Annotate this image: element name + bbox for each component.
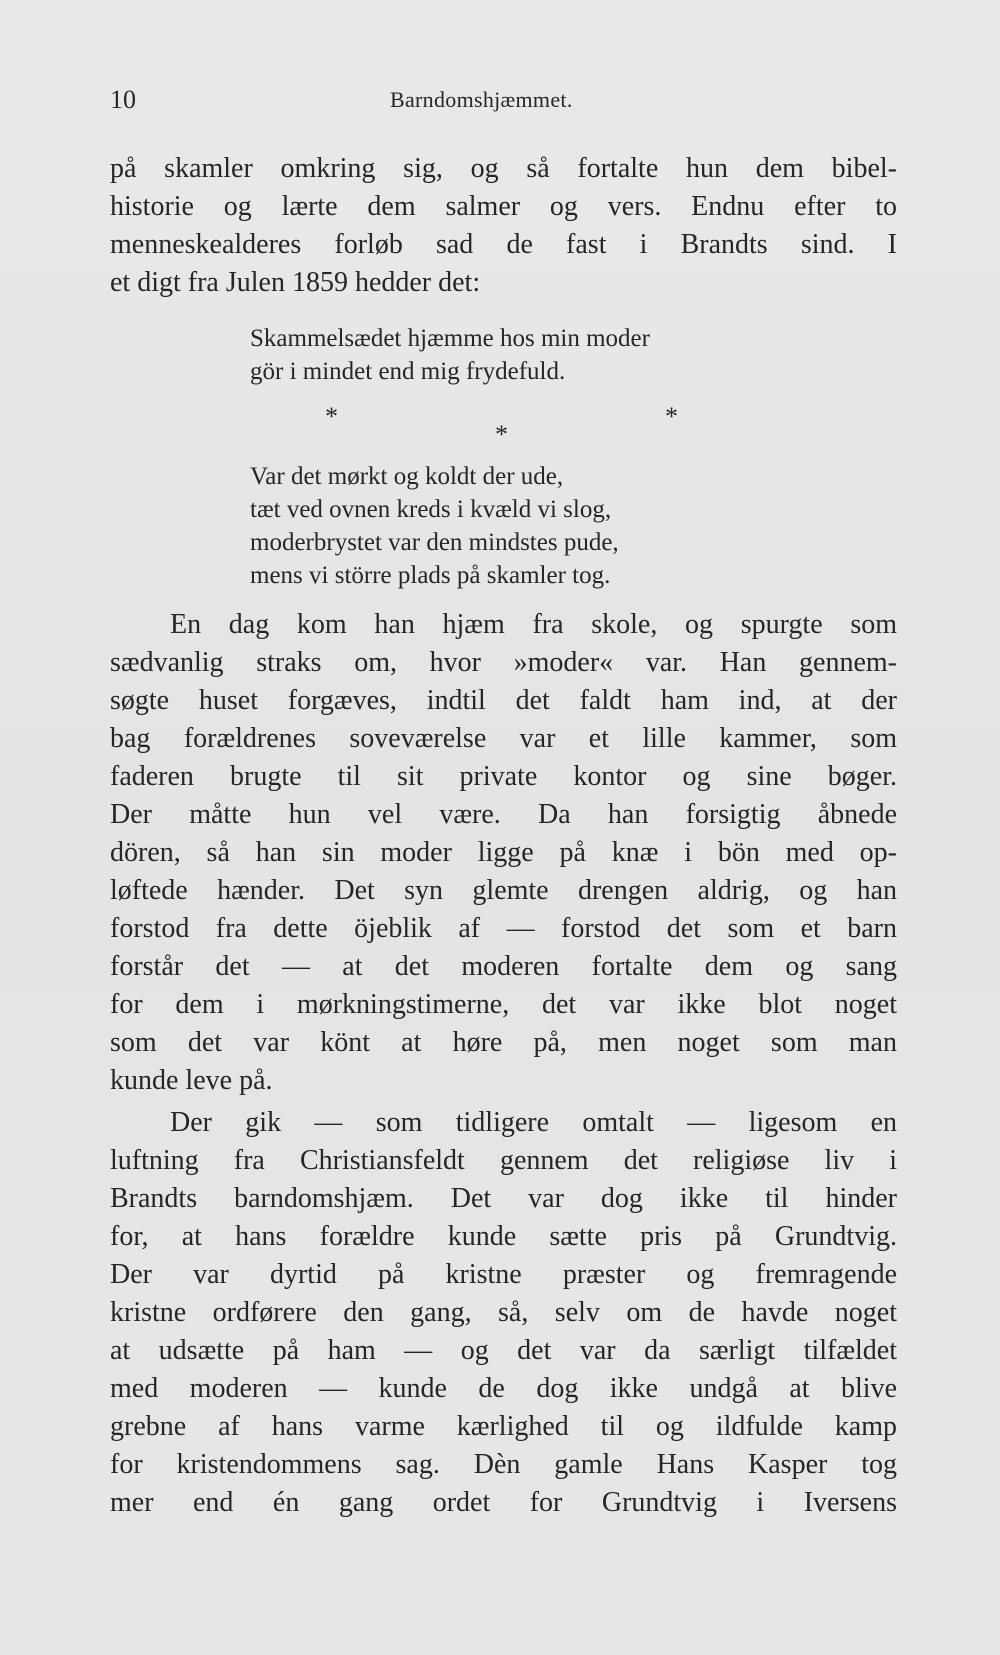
text-line: på skamler omkring sig, og så fortalte hun dem bibel- — [110, 153, 897, 184]
text-line: historie og lærte dem salmer og vers. Endnu efter to — [110, 191, 897, 222]
text-line: bag forældrenes soveværelse var et lille kammer, som — [110, 723, 897, 754]
verse-line: Var det mørkt og koldt der ude, — [250, 463, 564, 490]
text-line: Der måtte hun vel være. Da han forsigtig åbnede — [110, 799, 897, 830]
text-line: mer end én gang ordet for Grundtvig i Iversens — [110, 1487, 897, 1518]
verse-line: mens vi större plads på skamler tog. — [250, 562, 611, 589]
text-line: kunde leve på. — [110, 1065, 273, 1096]
verse-stanza-1 — [110, 322, 897, 388]
verse-line: moderbrystet var den mindstes pude, — [250, 529, 619, 556]
verse-line: gör i mindet end mig frydefuld. — [250, 358, 566, 385]
text-line: faderen brugte til sit private kontor og sine bøger. — [110, 761, 897, 792]
text-line: løftede hænder. Det syn glemte drengen aldrig, og han — [110, 875, 897, 906]
text-line: for, at hans forældre kunde sætte pris på Grundtvig. — [110, 1221, 897, 1252]
text-line: Der gik — som tidligere omtalt — ligesom en — [170, 1107, 897, 1138]
text-line: grebne af hans varme kærlighed til og ildfulde kamp — [110, 1411, 897, 1442]
text-line: menneskealderes forløb sad de fast i Brandts sind. I — [110, 229, 897, 260]
asterism-divider — [110, 398, 897, 460]
asterisk: * — [495, 420, 508, 449]
text-line: En dag kom han hjæm fra skole, og spurgte som — [170, 609, 897, 640]
body-text — [110, 150, 897, 1522]
text-line: sædvanlig straks om, hvor »moder« var. Han gennem- — [110, 647, 897, 678]
text-line: for kristendommens sag. Dèn gamle Hans Kasper tog — [110, 1449, 897, 1480]
paragraph-3 — [110, 1104, 897, 1522]
text-line: kristne ordførere den gang, så, selv om de havde noget — [110, 1297, 897, 1328]
text-line: søgte huset forgæves, indtil det faldt ham ind, at der — [110, 685, 897, 716]
verse-line: Skammelsædet hjæmme hos min moder — [250, 325, 650, 352]
text-line: Brandts barndomshjæm. Det var dog ikke til hinder — [110, 1183, 897, 1214]
text-line: luftning fra Christiansfeldt gennem det religiøse liv i — [110, 1145, 897, 1176]
asterisk: * — [665, 402, 678, 431]
verse-line: tæt ved ovnen kreds i kvæld vi slog, — [250, 496, 612, 523]
running-title: Barndomshjæmmet. — [390, 87, 573, 112]
text-line: med moderen — kunde de dog ikke undgå at blive — [110, 1373, 897, 1404]
text-line: forstår det — at det moderen fortalte dem og sang — [110, 951, 897, 982]
paragraph-1 — [110, 150, 897, 302]
verse-stanza-2 — [110, 460, 897, 592]
text-line: for dem i mørkningstimerne, det var ikke blot noget — [110, 989, 897, 1020]
text-line: dören, så han sin moder ligge på knæ i bön med op- — [110, 837, 897, 868]
paragraph-2 — [110, 606, 897, 1100]
page-number: 10 — [110, 85, 136, 114]
text-line: forstod fra dette öjeblik af — forstod det som et barn — [110, 913, 897, 944]
running-head — [110, 80, 900, 120]
asterisk: * — [325, 402, 338, 431]
text-line: Der var dyrtid på kristne præster og fremragende — [110, 1259, 897, 1290]
text-line: at udsætte på ham — og det var da særligt tilfældet — [110, 1335, 897, 1366]
text-line: et digt fra Julen 1859 hedder det: — [110, 267, 481, 298]
text-line: som det var könt at høre på, men noget som man — [110, 1027, 897, 1058]
